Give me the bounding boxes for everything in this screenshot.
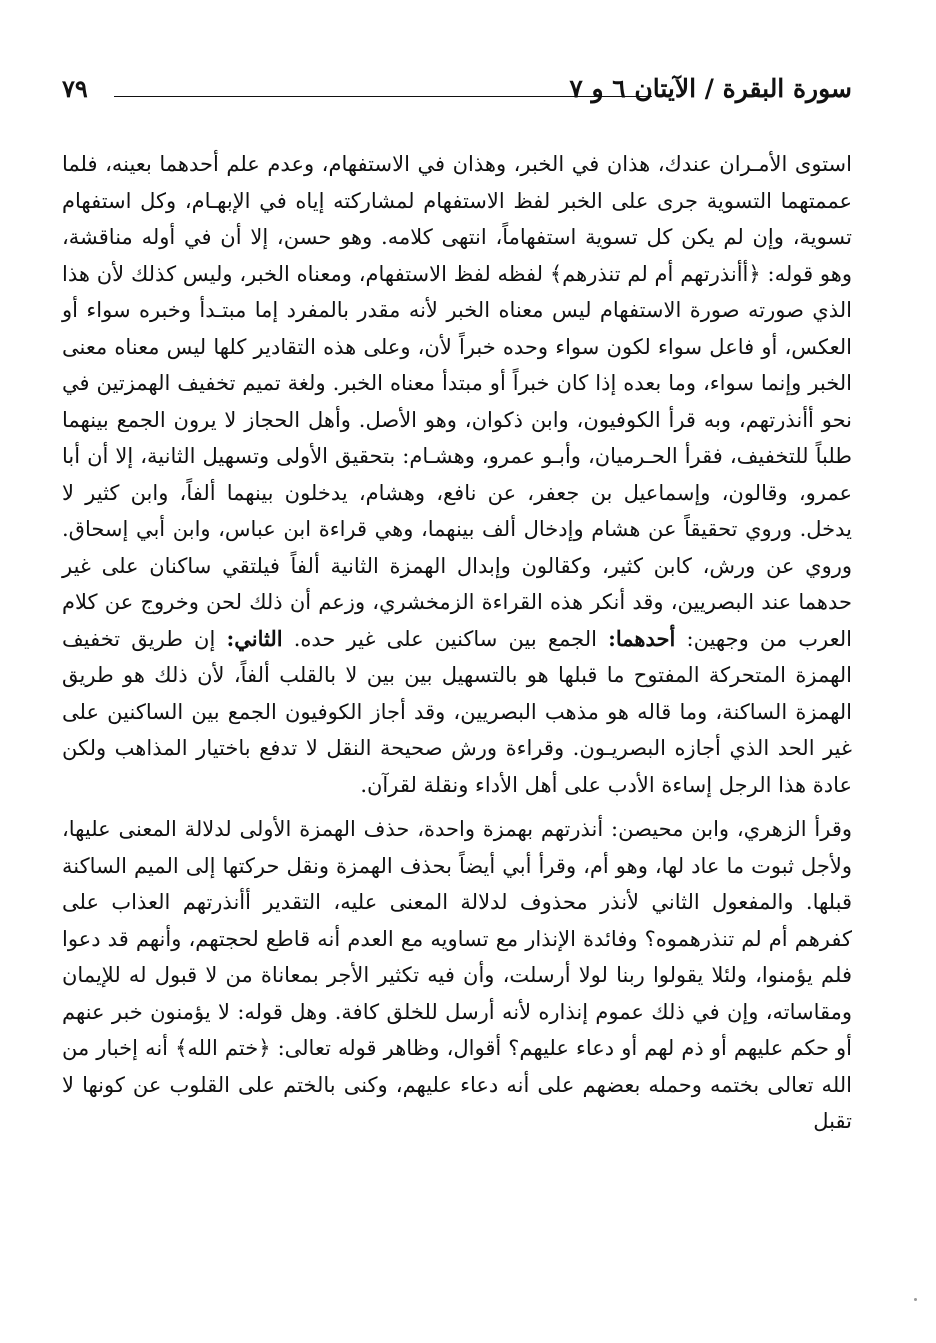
- paragraph-2-text: وقرأ الزهري، وابن محيصن: أنذرتهم بهمزة واحدة، حذف الهمزة الأولى لدلالة المعنى عليها، ولأجل ثبوت ما عاد لها، وهو أم، وقرأ أبي أيضاً بحذف الهمزة ونقل حركتها إلى الميم الساكنة قبلها. والمفعول الثاني لأنذر محذوف لدلالة المعنى عليه، التقدير أأنذرتهم العذاب على كفرهم أم لم تنذرهموه؟ وفائدة الإنذار مع تساويه مع العدم أنه قاطع لحجتهم، وأنهم قد دعوا فلم يؤمنوا، ولئلا يقولوا ربنا لولا أرسلت، وأن فيه تكثير الأجر بمعاناة من لا قبول له للإيمان ومقاساته، وإن في ذلك عموم إنذاره لأنه أرسل للخلق كافة. وهل قوله: لا يؤمنون خبر عنهم أو حكم عليهم أو ذم لهم أو دعاء عليهم؟ أقوال، وظاهر قوله تعالى: ﴿ختم الله﴾ أنه إخبار من الله تعالى بختمه وحمله بعضهم على أنه دعاء عليهم، وكنى بالختم على القلوب عن كونها لا تقبل: [62, 817, 852, 1133]
- paragraph-1-text-c: إن طريق تخفيف الهمزة المتحركة المفتوح ما قبلها هو بالتسهيل بين بين لا بالقلب ألفاً، لأن ذلك هو طريق الهمزة الساكنة، وما قاله هو مذهب البصريين، وقد أجاز الكوفيون الجمع بين الساكنين على غير الحد الذي أجازه البصريـون. وقراءة ورش صحيحة النقل لا تدفع باختيار المذاهب ولكن عادة هذا الرجل إساءة الأدب على أهل الأداء ونقلة لقرآن.: [62, 626, 852, 797]
- header-rule: [114, 96, 652, 97]
- body-text: [62, 146, 852, 1140]
- paragraph-2: [62, 811, 852, 1140]
- label-first: أحدهما:: [608, 625, 676, 651]
- page-number: ٧٩: [62, 74, 88, 103]
- paragraph-1: [62, 146, 852, 803]
- chapter-title: سورة البقرة / الآيتان ٦ و ٧: [569, 74, 852, 103]
- paragraph-1-text-b: الجمع بين ساكنين على غير حده.: [293, 626, 597, 651]
- paragraph-1-text-a: استوى الأمـران عندك، هذان في الخبر، وهذان في الاستفهام، وعدم علم أحدهما بعينه، فلما عممتهما التسوية جرى على الخبر لفظ الاستفهام لمشاركته إياه في الإبهـام، وكل استفهام تسوية، وإن لم يكن كل تسوية استفهاماً، انتهى كلامه. وهو حسن، إلا أن في أوله مناقشة، وهو قوله: ﴿أأنذرتهم أم لم تنذرهم﴾ لفظه لفظ الاستفهام، ومعناه الخبر، وليس كذلك لأن هذا الذي صورته صورة الاستفهام ليس معناه الخبر لأنه مقدر بالمفرد إما مبتـدأ وخبره سواء أو العكس، أو فاعل سواء لكون سواء وحده خبراً لأن، وعلى هذه التقادير كلها ليس معناه معنى الخبر وإنما سواء، وما بعده إذا كان خبراً أو مبتدأ معناه الخبر. ولغة تميم تخفيف الهمزتين في نحو أأنذرتهم، وبه قرأ الكوفيون، وابن ذكوان، وهو الأصل. وأهل الحجاز لا يرون الجمع بينهما طلباً للتخفيف، فقرأ الحـرميان، وأبـو عمرو، وهشـام: بتحقيق الأولى وتسهيل الثانية، إلا أن أبا عمرو، وقالون، وإسماعيل بن جعفر، عن نافع، وهشام، يدخلون بينهما ألفاً، وابن كثير لا يدخل. وروي تحقيقاً عن هشام وإدخال ألف بينهما، وهي قراءة ابن عباس، وابن أبي إسحاق. وروي عن ورش، كابن كثير، وكقالون وإبدال الهمزة الثانية ألفاً فيلتقي ساكنان على غير حدهما عند البصريين، وقد أنكر هذه القراءة الزمخشري، وزعم أن ذلك لحن وخروج عن كلام العرب من وجهين:: [62, 152, 852, 651]
- running-header: [62, 70, 852, 112]
- label-second: الثاني:: [226, 625, 283, 651]
- book-page: [62, 70, 852, 1140]
- scan-speck: [914, 1298, 917, 1301]
